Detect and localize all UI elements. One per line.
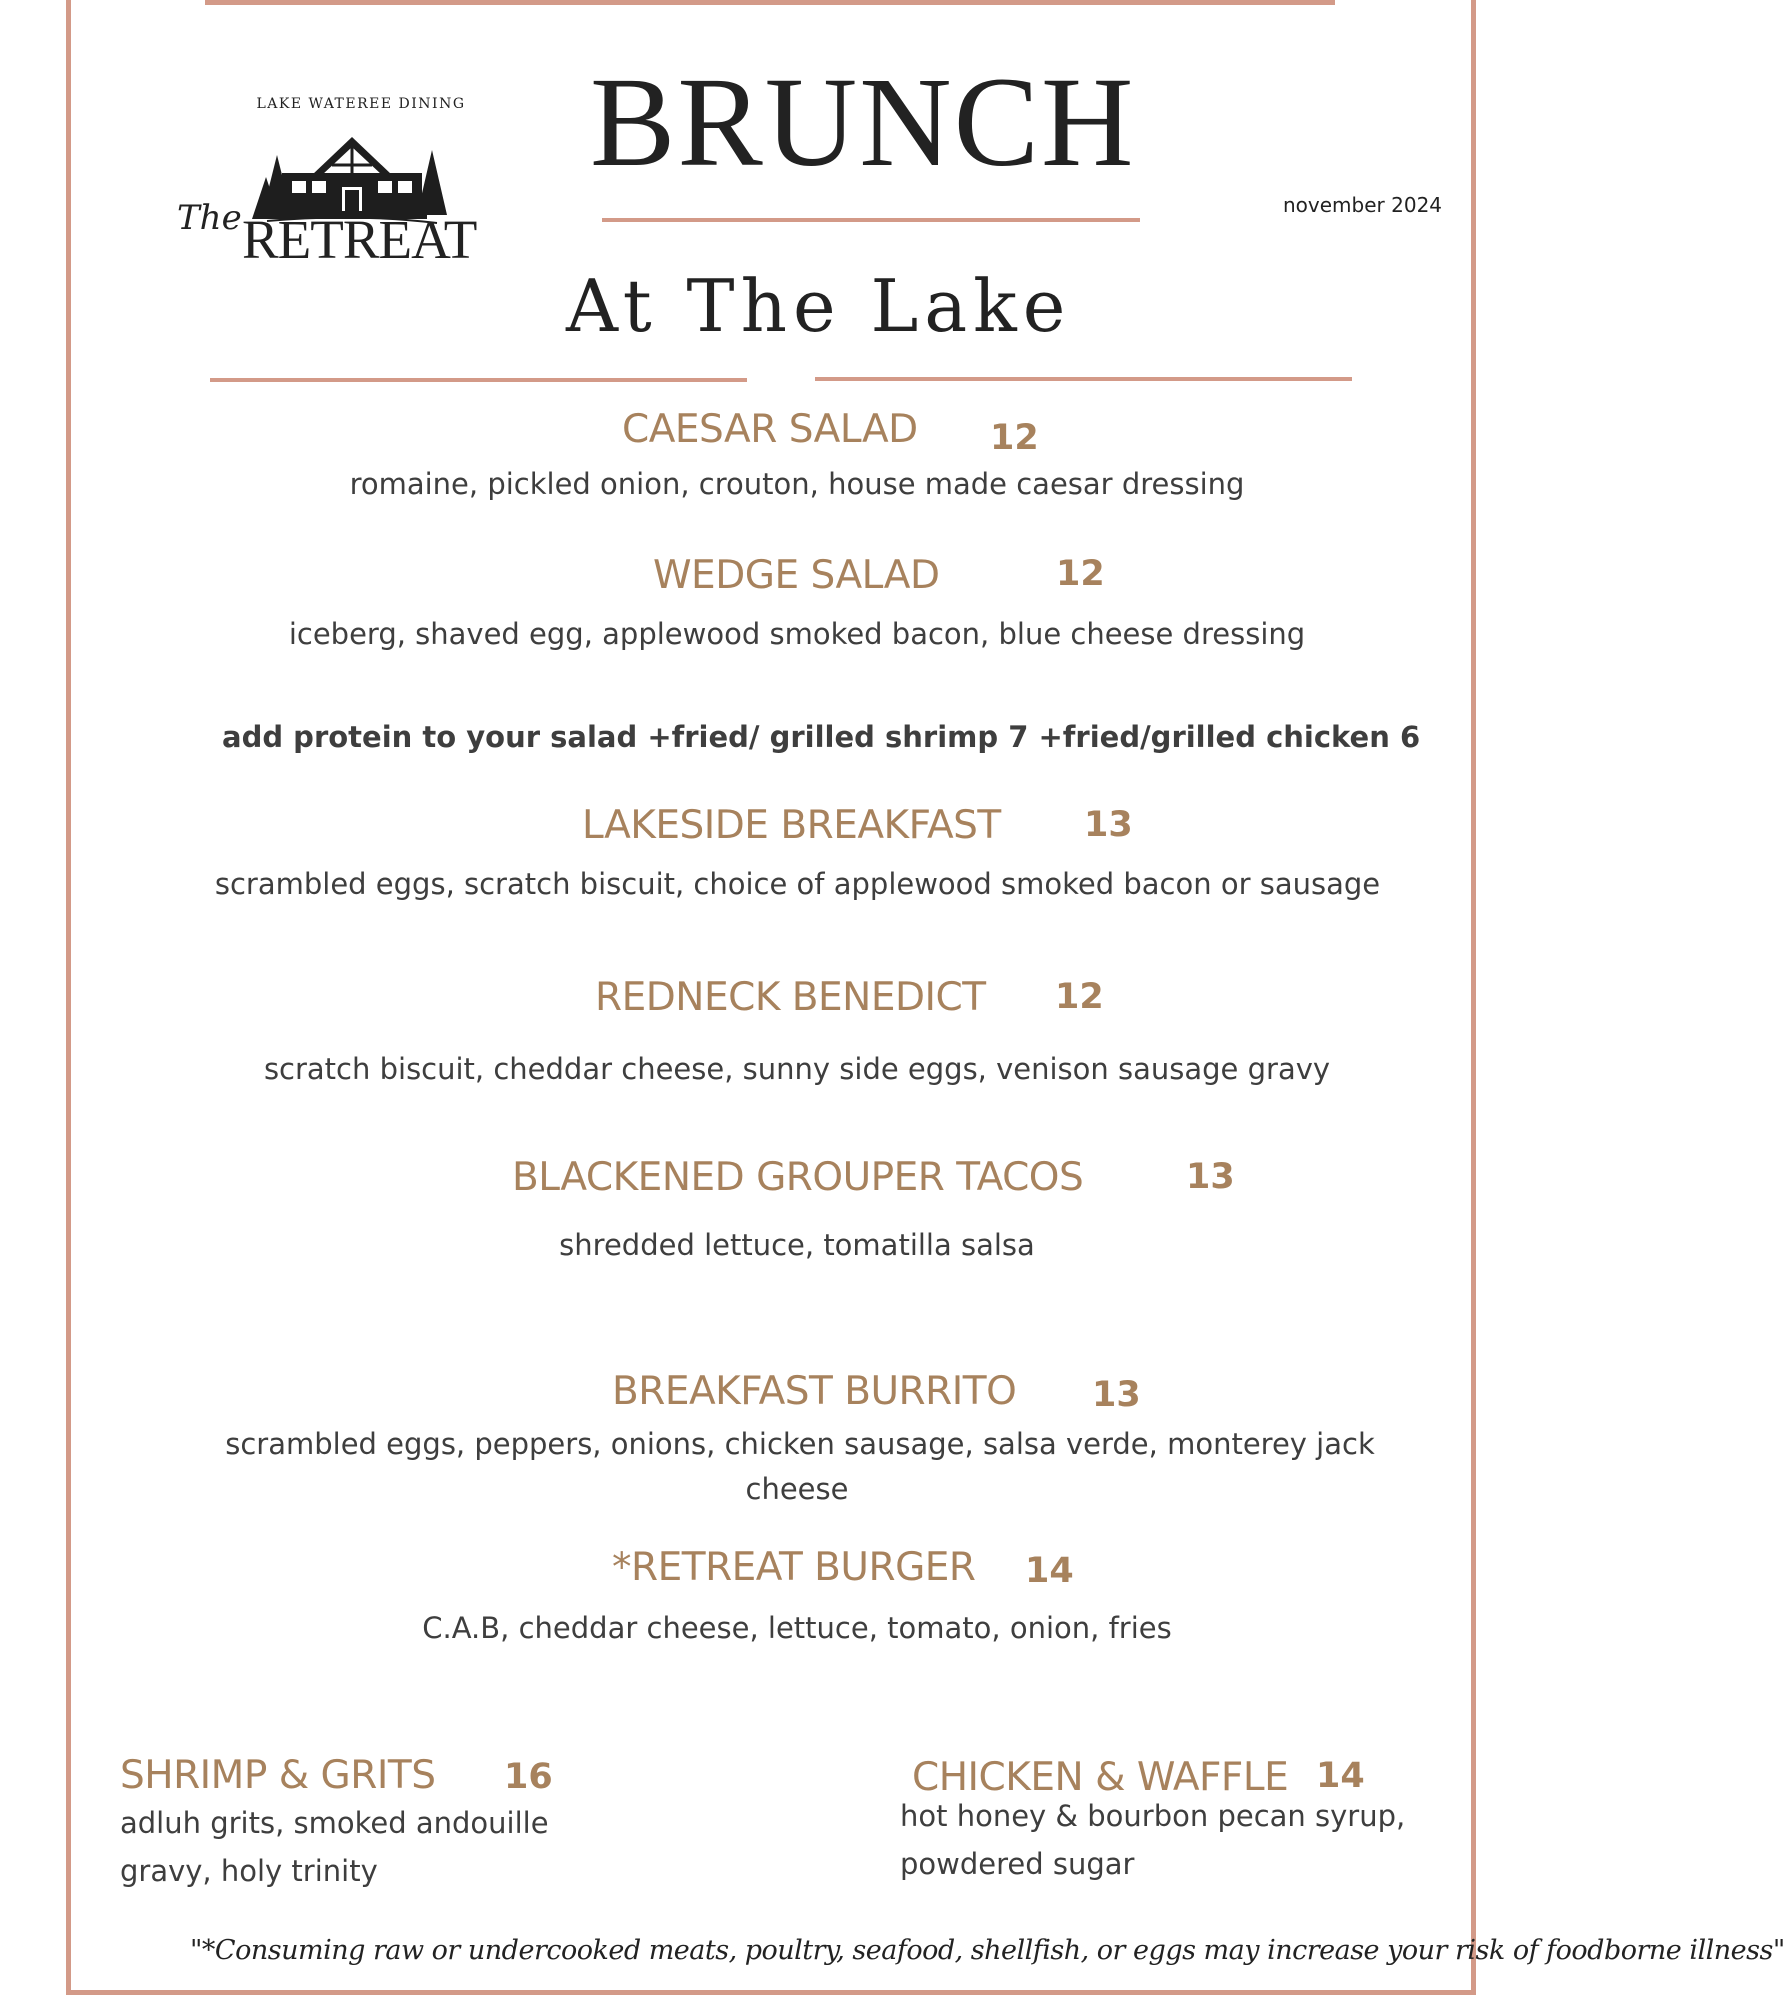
item-price-chicken-waffle: 14 xyxy=(1316,1756,1365,1796)
menu-date: november 2024 xyxy=(1283,193,1443,217)
subtitle-rule-right xyxy=(815,377,1352,381)
menu-subtitle: At The Lake xyxy=(566,264,1072,348)
menu-title: BRUNCH xyxy=(590,51,1136,193)
logo-tagline: LAKE WATEREE DINING xyxy=(256,96,466,112)
item-desc-retreat-burger: C.A.B, cheddar cheese, lettuce, tomato, onion, fries xyxy=(422,1611,1172,1645)
logo-name: RETREAT xyxy=(242,209,477,270)
item-desc-chicken-waffle-line2: powdered sugar xyxy=(900,1847,1135,1881)
logo-the: The xyxy=(177,198,242,238)
item-desc-redneck-benedict: scratch biscuit, cheddar cheese, sunny side eggs, venison sausage gravy xyxy=(263,1052,1331,1086)
item-price-wedge-salad: 12 xyxy=(1056,554,1105,594)
page-border-top xyxy=(205,0,1335,5)
item-desc-breakfast-burrito-line2: cheese xyxy=(745,1472,849,1506)
item-name-retreat-burger: *RETREAT BURGER xyxy=(612,1545,976,1590)
item-name-breakfast-burrito: BREAKFAST BURRITO xyxy=(612,1369,1017,1414)
restaurant-logo xyxy=(172,90,482,270)
item-name-wedge-salad: WEDGE SALAD xyxy=(653,553,940,598)
item-price-grouper-tacos: 13 xyxy=(1186,1157,1235,1197)
item-price-lakeside-breakfast: 13 xyxy=(1084,805,1133,845)
item-desc-wedge-salad: iceberg, shaved egg, applewood smoked bacon, blue cheese dressing xyxy=(288,617,1306,651)
item-desc-grouper-tacos: shredded lettuce, tomatilla salsa xyxy=(559,1228,1035,1262)
item-price-shrimp-grits: 16 xyxy=(504,1757,553,1797)
subtitle-rule-left xyxy=(210,378,747,382)
item-desc-chicken-waffle-line1: hot honey & bourbon pecan syrup, xyxy=(900,1799,1406,1833)
title-underline xyxy=(602,218,1140,222)
salad-protein-addon: add protein to your salad +fried/ grilled shrimp 7 +fried/grilled chicken 6 xyxy=(222,720,1421,754)
item-desc-shrimp-grits-line2: gravy, holy trinity xyxy=(120,1854,378,1888)
item-price-redneck-benedict: 12 xyxy=(1055,977,1104,1017)
item-price-caesar-salad: 12 xyxy=(990,418,1039,458)
item-desc-lakeside-breakfast: scrambled eggs, scratch biscuit, choice of applewood smoked bacon or sausage xyxy=(214,867,1381,901)
item-name-redneck-benedict: REDNECK BENEDICT xyxy=(595,975,986,1020)
item-name-chicken-waffle: CHICKEN & WAFFLE xyxy=(912,1755,1289,1800)
food-safety-disclaimer: "*Consuming raw or undercooked meats, poultry, seafood, shellfish, or eggs may increase your risk of foodborne illness" xyxy=(190,1935,1785,1966)
item-price-breakfast-burrito: 13 xyxy=(1092,1375,1141,1415)
item-price-retreat-burger: 14 xyxy=(1025,1551,1074,1591)
item-desc-caesar-salad: romaine, pickled onion, crouton, house made caesar dressing xyxy=(349,467,1245,501)
item-desc-shrimp-grits-line1: adluh grits, smoked andouille xyxy=(120,1806,549,1840)
item-desc-breakfast-burrito-line1: scrambled eggs, peppers, onions, chicken sausage, salsa verde, monterey jack xyxy=(225,1427,1375,1461)
item-name-lakeside-breakfast: LAKESIDE BREAKFAST xyxy=(582,803,1001,848)
item-name-caesar-salad: CAESAR SALAD xyxy=(622,407,918,452)
item-name-shrimp-grits: SHRIMP & GRITS xyxy=(120,1753,436,1798)
item-name-grouper-tacos: BLACKENED GROUPER TACOS xyxy=(512,1155,1084,1200)
